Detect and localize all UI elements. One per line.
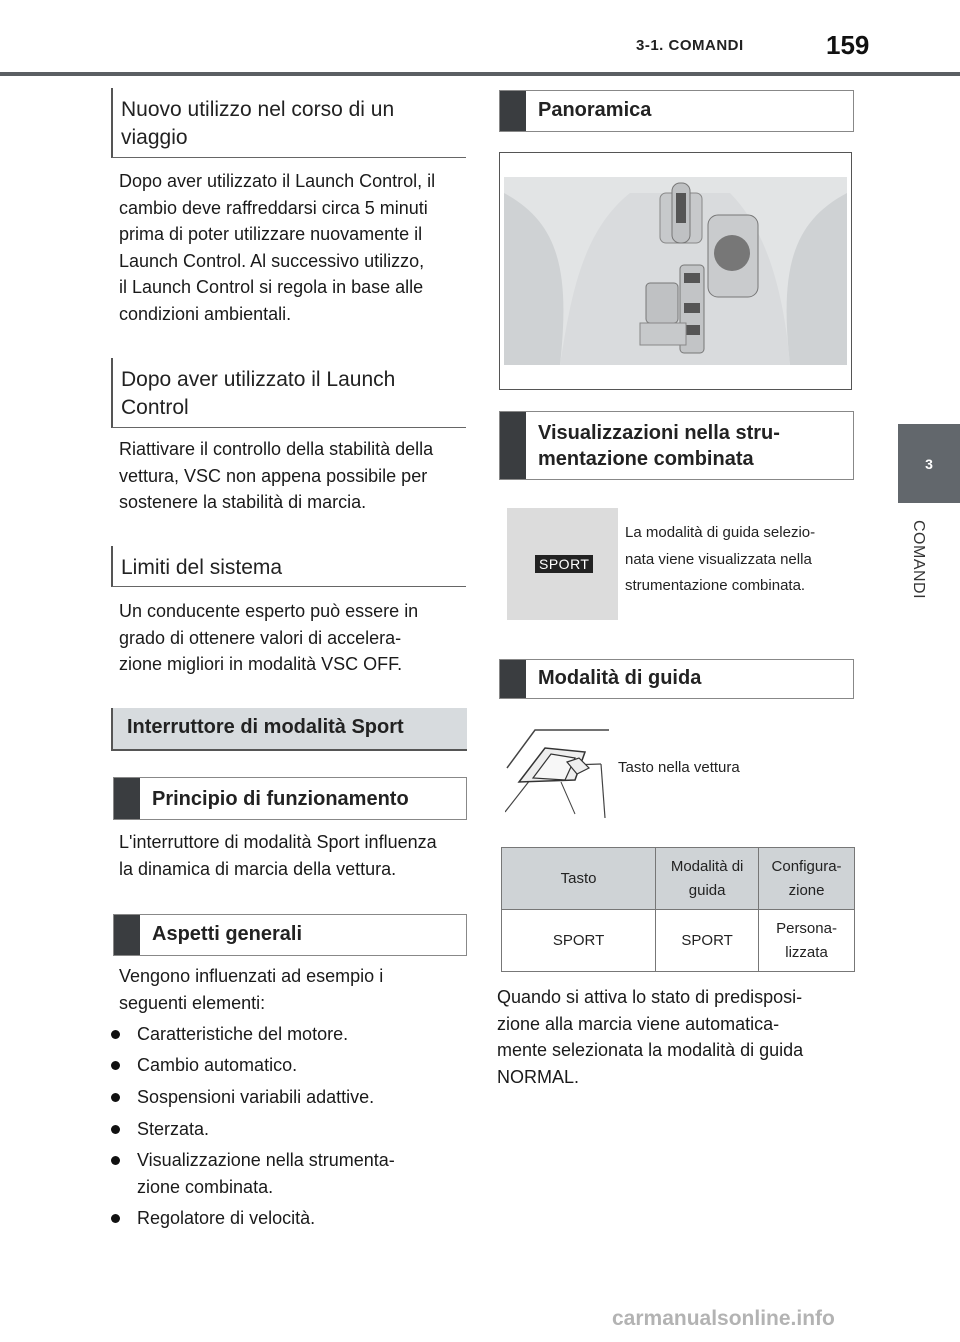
- paragraph-aspetti: Vengono influenzati ad esempio i seguenti elementi:: [119, 966, 384, 1013]
- table-cell: SPORT: [502, 910, 656, 972]
- cluster-display-image: [507, 508, 618, 620]
- paragraph-limiti: Un conducente esperto può essere in grado di ottenere valori di accelera- zione migliori in modalità VSC OFF.: [119, 601, 419, 674]
- header-rule: [0, 72, 960, 76]
- paragraph-principio: L'interruttore di modalità Sport influenza la dinamica di marcia della vettura.: [119, 832, 437, 879]
- heading-panoramica: Panoramica: [499, 90, 854, 132]
- chapter-number: 3: [925, 455, 933, 472]
- paragraph-normal: Quando si attiva lo stato di predisposi- zione alla marcia viene automatica- mente selezionata la modalità di guida NORMAL.: [497, 987, 804, 1087]
- heading-visualizzazioni: Visualizzazioni nella stru- mentazione combinata: [499, 411, 854, 480]
- table-header: Tasto: [502, 848, 656, 910]
- heading-nuovo-utilizzo: Nuovo utilizzo nel corso di un viaggio: [111, 88, 466, 158]
- table-cell: Persona- lizzata: [759, 910, 855, 972]
- heading-aspetti: Aspetti generali: [113, 914, 467, 956]
- heading-dopo-launch: Dopo aver utilizzato il Launch Control: [111, 358, 466, 428]
- heading-limiti: Limiti del sistema: [111, 546, 466, 587]
- table-cell: SPORT: [656, 910, 759, 972]
- header-section-title: 3-1. COMANDI: [636, 37, 744, 54]
- chapter-label: COMANDI: [910, 520, 927, 600]
- heading-principio: Principio di funzionamento: [113, 777, 467, 820]
- heading-modalita: Modalità di guida: [499, 659, 854, 699]
- sport-button-image: [505, 722, 609, 822]
- modes-table: [501, 847, 855, 972]
- sport-badge: SPORT: [535, 555, 593, 573]
- button-caption: Tasto nella vettura: [618, 759, 740, 776]
- table-header: Modalità di guida: [656, 848, 759, 910]
- page-number: 159: [826, 30, 870, 60]
- console-illustration: [499, 152, 852, 390]
- center-console-image: [500, 153, 851, 389]
- paragraph-vsc: Riattivare il controllo della stabilità della vettura, VSC non appena possibile per sostenere la stabilità di marcia.: [119, 439, 434, 512]
- chapter-tab[interactable]: [898, 424, 960, 503]
- table-header: Configura- zione: [759, 848, 855, 910]
- watermark: carmanualsonline.info: [612, 1307, 835, 1330]
- heading-interruttore-sport: Interruttore di modalità Sport: [111, 708, 467, 751]
- display-caption: La modalità di guida selezio- nata viene visualizzata nella strumentazione combinata.: [625, 524, 816, 594]
- paragraph-launch-control: Dopo aver utilizzato il Launch Control, il cambio deve raffreddarsi circa 5 minuti prima di poter utilizzare nuovamente il Launch Control. Al successivo utilizzo, il Launch Control si regola in base alle condizioni ambientali.: [119, 171, 436, 324]
